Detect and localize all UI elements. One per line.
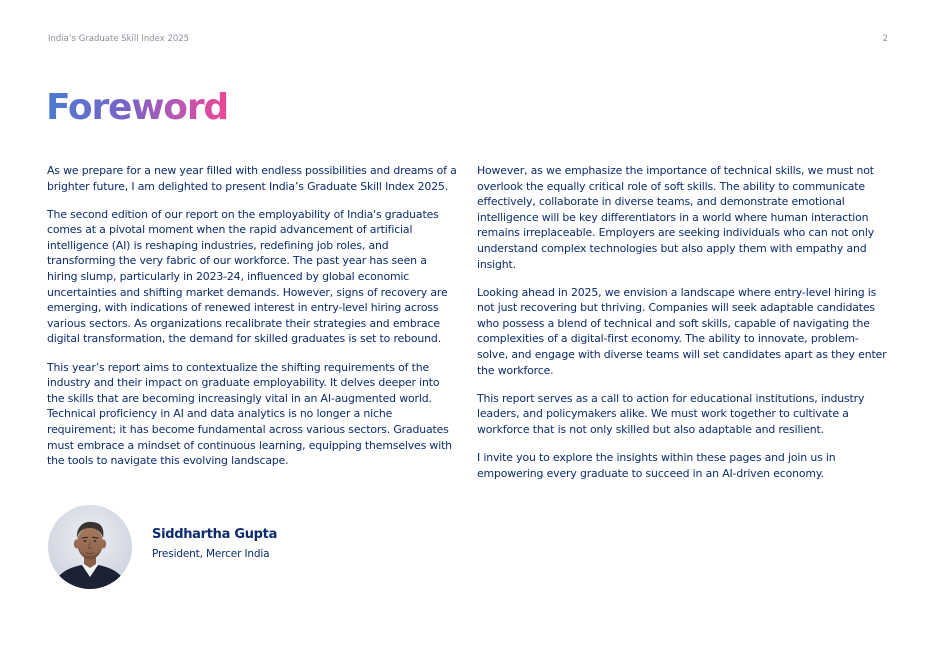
paragraph: However, as we emphasize the importance of technical skills, we must not overlook the equally critical role of soft skills. The ability to communicate effectively, collaborate in diverse teams, and demonstrate emotional intelligence will be key differentiators in a world where human interaction remains irreplaceable. Employers are seeking individuals who can not only understand complex technologies but also apply them with empathy and insight. — [477, 164, 875, 271]
paragraph: The second edition of our report on the employability of India's graduates comes at a pivotal moment when the rapid advancement of artificial intelligence (AI) is reshaping industries, redefining job roles, and transforming the very fabric of our workforce. The past year has seen a hiring slump, particularly in 2023-24, influenced by global economic uncertainties and shifting market demands. However, signs of recovery are emerging, with indications of renewed interest in entry-level hiring across various sectors. As organizations recalibrate their strategies and embrace digital transformation, the demand for skilled graduates is set to rebound. — [47, 207, 448, 346]
signer-name: Siddhartha Gupta — [152, 527, 278, 542]
paragraph: This year’s report aims to contextualize the shifting requirements of the industry and their impact on graduate employability. It delves deeper into the skills that are becoming increasingly vital in an AI-augmented world. Technical proficiency in AI and data analytics is no longer a niche requirement; it has become fundamental across various sectors. Graduates must embrace a mindset of continuous learning, equipping themselves with the tools to navigate this evolving landscape. — [47, 360, 452, 468]
paragraph: As we prepare for a new year filled with endless possibilities and dreams of a brighter future, I am delighted to present India’s Graduate Skill Index 2025. — [47, 164, 457, 193]
paragraph: This report serves as a call to action for educational institutions, industry leaders, and policymakers alike. We must work together to cultivate a workforce that is not only skilled but also adaptable and resilient. — [477, 391, 865, 436]
paragraph: Looking ahead in 2025, we envision a landscape where entry-level hiring is not just recovering but thriving. Companies will seek adaptable candidates who possess a blend of technical and soft skills, capable of navigating the complexities of a digital-first economy. The ability to innovate, problem-solve, and engage with diverse teams will set candidates apart as they enter the workforce. — [477, 285, 887, 377]
paragraph: I invite you to explore the insights within these pages and join us in empowering every graduate to succeed in an AI-driven economy. — [477, 451, 836, 480]
page-number: 2 — [882, 34, 888, 44]
page-title: Foreword — [46, 83, 228, 133]
signer-title: President, Mercer India — [152, 548, 270, 560]
left-column — [47, 163, 459, 481]
report-header-title: India’s Graduate Skill Index 2025 — [48, 34, 190, 44]
right-column — [477, 163, 889, 494]
avatar — [48, 505, 132, 589]
portrait-photo — [48, 505, 132, 589]
